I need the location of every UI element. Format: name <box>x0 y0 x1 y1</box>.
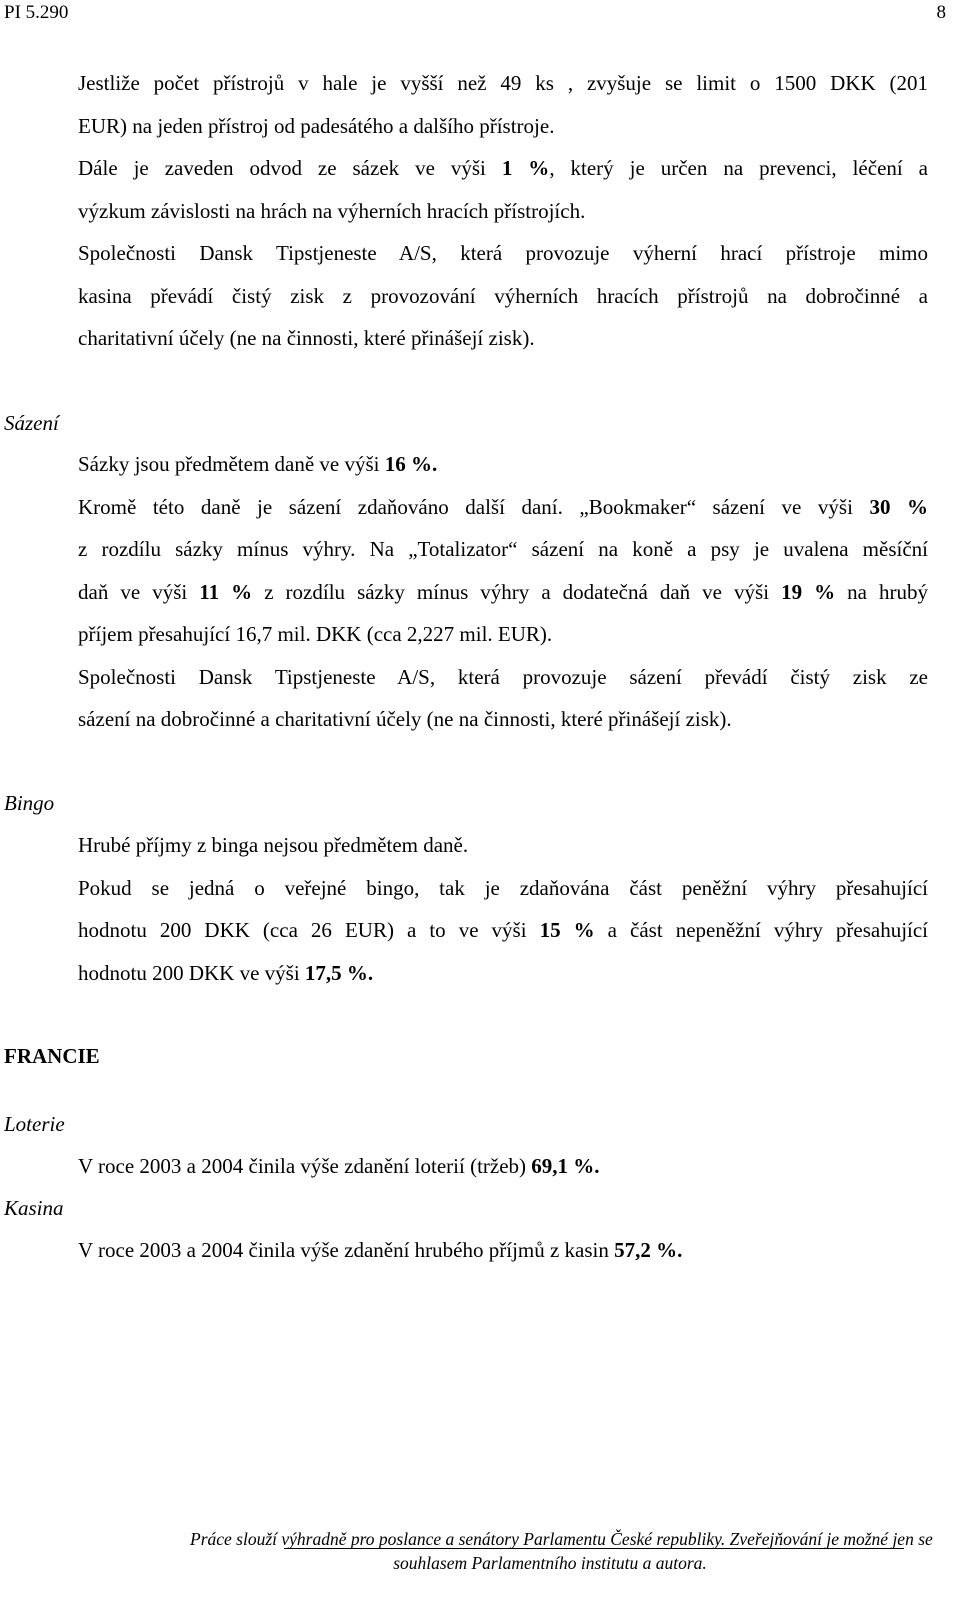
text-line: příjem přesahující 16,7 mil. DKK (cca 2,227 mil. EUR). <box>78 622 553 646</box>
tax-rate: 69,1 % <box>531 1154 595 1178</box>
text-line: Hrubé příjmy z binga nejsou předmětem daně. <box>78 833 469 857</box>
text-line: Sázky jsou předmětem daně ve výši 16 %. <box>78 452 438 476</box>
tax-rate: 17,5 % <box>304 960 368 985</box>
text-line: hodnotu 200 DKK (cca 26 EUR) a to ve výši 15 % a část nepeněžní výhry přesahující <box>78 918 928 942</box>
text-line: Společnosti Dansk Tipstjeneste A/S, která provozuje výherní hrací přístroje mimo <box>78 241 928 265</box>
text-line: sázení na dobročinné a charitativní účely (ne na činnosti, které přinášejí zisk). <box>78 707 732 731</box>
text-line: z rozdílu sázky mínus výhry. Na „Totalizator“ sázení na koně a psy je uvalena měsíční <box>78 537 928 561</box>
footer-divider <box>284 1548 904 1549</box>
footer-notice <box>0 1527 960 1575</box>
text-line: Jestliže počet přístrojů v hale je vyšší než 49 ks , zvyšuje se limit o 1500 DKK (201 <box>78 71 928 95</box>
levy-rate: 1 % <box>501 156 550 180</box>
text-line: Společnosti Dansk Tipstjeneste A/S, která provozuje sázení převádí čistý zisk ze <box>78 664 928 689</box>
text-line: Dále je zaveden odvod ze sázek ve výši 1 %, který je určen na prevenci, léčení a <box>78 156 928 180</box>
slot-machines-text <box>78 62 928 360</box>
text-line: charitativní účely (ne na činnosti, které přinášejí zisk). <box>78 326 535 350</box>
tax-rate: 11 % <box>199 579 253 604</box>
lottery-text <box>78 1145 928 1188</box>
footer-line: souhlasem Parlamentního institutu a autora. <box>393 1553 707 1573</box>
text-line: Kromě této daně je sázení zdaňováno další daní. „Bookmaker“ sázení ve výši 30 % <box>78 494 928 519</box>
text-line: kasina převádí čistý zisk z provozování výherních hracích přístrojů na dobročinné a <box>78 283 928 308</box>
text-line: daň ve výši 11 % z rozdílu sázky mínus výhry a dodatečná daň ve výši 19 % na hrubý <box>78 579 928 604</box>
tax-rate: 16 % <box>384 452 433 476</box>
tax-rate: 30 % <box>869 494 928 519</box>
text-line: hodnotu 200 DKK ve výši 17,5 %. <box>78 960 374 985</box>
text-line: Pokud se jedná o veřejné bingo, tak je zdaňována část peněžní výhry přesahující <box>78 875 928 900</box>
section-heading-bingo: Bingo <box>4 791 55 815</box>
text-line: V roce 2003 a 2004 činila výše zdanění hrubého příjmů z kasin 57,2 %. <box>78 1238 683 1262</box>
section-heading-sazeni: Sázení <box>4 411 59 435</box>
tax-rate: 19 % <box>781 579 836 604</box>
text-line: výzkum závislosti na hrách na výherních hracích přístrojích. <box>78 198 586 223</box>
betting-text <box>78 443 928 741</box>
text-line: EUR) na jeden přístroj od padesátého a dalšího přístroje. <box>78 113 555 138</box>
bingo-text <box>78 824 928 994</box>
document-id: PI 5.290 <box>4 2 69 23</box>
footer-line: Práce slouží výhradně pro poslance a senátory Parlamentu České republiky. Zveřejňování je možné jen se <box>190 1529 933 1549</box>
page-number: 8 <box>936 2 946 23</box>
section-heading-kasina: Kasina <box>4 1196 64 1220</box>
tax-rate: 57,2 % <box>614 1238 678 1262</box>
country-heading-france: FRANCIE <box>4 1044 100 1068</box>
text-line: V roce 2003 a 2004 činila výše zdanění loterií (tržeb) 69,1 %. <box>78 1154 600 1178</box>
casino-text <box>78 1229 928 1272</box>
tax-rate: 15 % <box>539 918 595 942</box>
section-heading-loterie: Loterie <box>4 1112 65 1136</box>
